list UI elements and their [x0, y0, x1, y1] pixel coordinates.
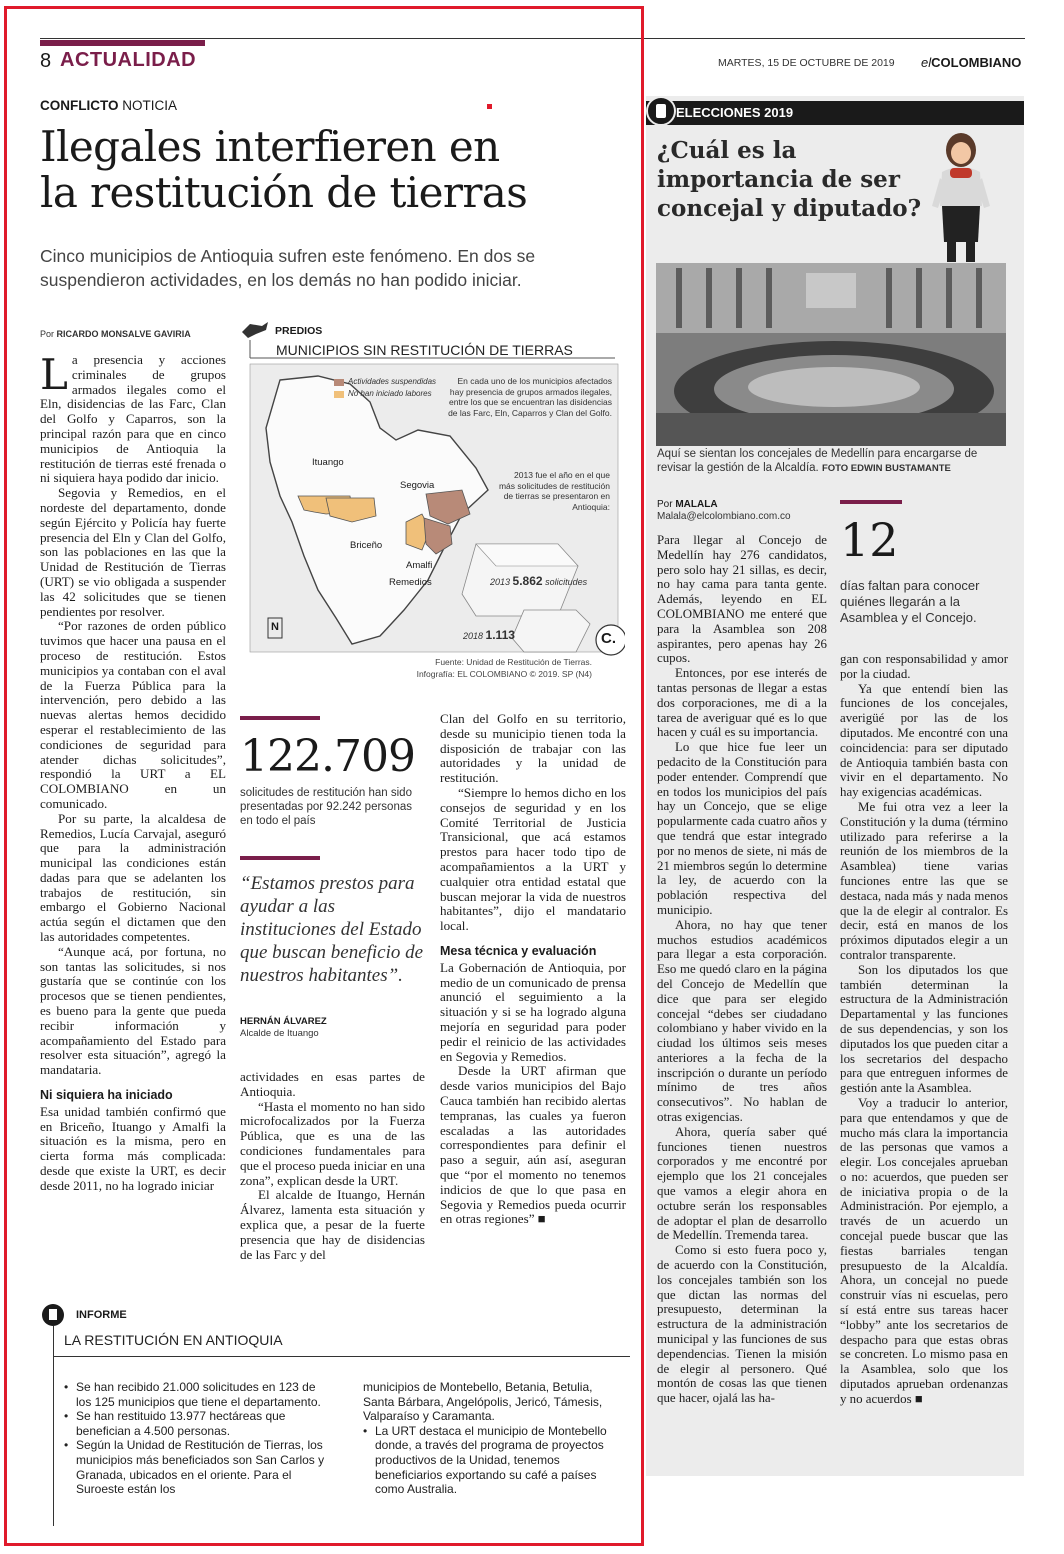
red-marker [487, 104, 492, 109]
informe-list-2: municipios de Montebello, Betania, Betulia, Santa Bárbara, Angelópolis, Jericó, Támesis, Valparaíso y Caramanta. • La URT destaca el municipio de Montebello donde, a través del programa de proyectos productivos de la Unidad, tenemos beneficiarios exportando su café a países como Australia. [363, 1380, 621, 1497]
town-amalfi: Amalfi [406, 560, 433, 571]
byline: Por RICARDO MONSALVE GAVIRIA [40, 329, 191, 339]
stat-rule [240, 716, 320, 720]
sidebar-byline: Por MALALA [657, 499, 718, 510]
sidebar-email: Malala@elcolombiano.com.co [657, 511, 791, 522]
legend-suspended: Actividades suspendidas [348, 377, 437, 386]
bar-2018-label: 2018 1.113 [463, 628, 515, 642]
headline: Ilegales interfieren en la restitución de tierras [40, 122, 528, 217]
north-arrow: N [271, 621, 279, 633]
photo-caption: Aquí se sientan los concejales de Medellín para encargarse de revisar la gestión de la Alcaldía. FOTO EDWIN BUSTAMANTE [657, 448, 978, 474]
stat-text: solicitudes de restitución han sido presentadas por 92.242 personas en todo el país [240, 787, 412, 827]
quote-author: HERNÁN ÁLVAREZ [240, 1016, 327, 1027]
issue-date: MARTES, 15 DE OCTUBRE DE 2019 [718, 57, 895, 69]
infographic-title: MUNICIPIOS SIN RESTITUCIÓN DE TIERRAS [276, 342, 573, 358]
town-segovia: Segovia [400, 480, 435, 491]
informe-box [40, 1300, 630, 1532]
year-note: 2013 fue el año en el que más solicitudes de restitución de tierras se presentaron en Antioquia: [498, 470, 610, 512]
infographic-section: PREDIOS [275, 325, 323, 337]
legend-not-started: No han iniciado labores [348, 389, 432, 398]
informe-title: LA RESTITUCIÓN EN ANTIOQUIA [64, 1332, 283, 1348]
town-ituango: Ituango [312, 457, 344, 468]
subhead-ni-siquiera: Ni siquiera ha iniciado [40, 1088, 173, 1103]
council-photo [656, 263, 1006, 446]
hand-icon [242, 322, 268, 338]
section-title: ACTUALIDAD [60, 49, 197, 71]
days-number: 12 [840, 513, 899, 567]
dropcap: L [40, 350, 68, 399]
bar-2013-label: 2013 5.862 solicitudes [490, 574, 588, 588]
ballot-icon [646, 96, 676, 126]
informe-list-1 [64, 1380, 334, 1497]
pull-quote: “Estamos prestos para ayudar a las instituciones del Estado que buscan beneficio de nuestros habitantes”. [240, 873, 424, 986]
masthead-logo: elCOLOMBIANO [921, 55, 1022, 70]
sidebar-title: ¿Cuál es la importancia de ser concejal y diputado? [657, 137, 922, 222]
informe-label: INFORME [76, 1309, 127, 1321]
sidebar-stat-rule [840, 500, 902, 504]
list-item: • Según la Unidad de Restitución de Tierras, los municipios más beneficiados son San Carlos y Granada, ubicados en el oriente. Para el Suroeste están los [64, 1438, 334, 1496]
informe-rule [53, 1356, 630, 1357]
subhead-mesa-tecnica: Mesa técnica y evaluación [440, 943, 597, 958]
section-accent-bar [40, 40, 205, 46]
days-text: días faltan para conocer quiénes llegarán a la Asamblea y el Concejo. [840, 578, 980, 625]
town-remedios: Remedios [389, 577, 432, 588]
subheadline: Cinco municipios de Antioquia sufren este fenómeno. En dos se suspendieron actividades, en los demás no han podido iniciar. [40, 246, 536, 290]
sidebar-column-2: gan con responsabilidad y amor por la ciudad. Ya que entendí bien las funciones de los concejales, averigüé por las de los diputados. Me encontré con una coincidencia: para ser diputado de Antioquia también basta con vivir en el departamento. No hay exigencias académicas. Me fui otra vez a leer la Constitución y la duma (término utilizado para referirse a la reunión de los miembros de la Asamblea) tiene varias funciones entre las que se destaca, nada más y nada menos que la de elegir al contralor. Es decir, está en manos de los próximos diputados elegir a un contralor transparente. Son los diputados los que también determinan la estructura de la Administración Departamental y las funciones de sus dependencias, y son los diputados los que pueden citar a los secretarios del despacho para que entreguen informes de gestión ante la Asamblea. Voy a traducir lo anterior, para que entendamos y que de mucho más clara la importancia de las personas que vamos a elegir. Los concejales aprueban o no: acuerdos, que pueden ser de iniciativa propia o de la Administración. Por ejemplo, a través de un acuerdo un concejal puede buscar que las fiestas barriales tengan presupuesto de la Alcaldía. Ahora, un concejal no puede construir vías ni escuelas, pero sí está entre sus tareas hacer “lobby” ante los secretarios de despacho para que estas obras se concreten. Lo mismo pasa en la Asamblea, solo que los diputados aprueban ordenanzas y no acuerdos ■ [840, 652, 1008, 1406]
sidebar-tag: ELECCIONES 2019 [676, 105, 794, 120]
infographic-note: En cada uno de los municipios afectados hay presencia de grupos armados ilegales, entre los que se encuentran las disidencias de las Farc, Eln, Caparros y Clan del Golfo. [448, 376, 612, 418]
document-icon [42, 1304, 64, 1326]
quote-role: Alcalde de Ituango [240, 1028, 319, 1039]
sidebar-column-1: Para llegar al Concejo de Medellín hay 276 candidatos, pero solo hay 21 sillas, es decir, no hay cama para tanta gente. Además, leyendo en EL COLOMBIANO me enteré que para la Asamblea son 208 aspirantes, pero apenas hay 26 cupos. Entonces, por ese interés de tantas personas de llegar a estas dos corporaciones, me di a la tarea de averiguar qué es lo que hacen y cuál es su importancia. Lo que hice fue leer un pedacito de la Constitución para poder entender. Comprendí que en todos los municipios del país hay un Concejo, que se elige popularmente cada cuatro años y que tendrá que estar integrado por no menos de siete, ni más de 21 miembros según lo determine la ley, de acuerdo con la población respectiva del municipio. Ahora, no hay que tener muchos estudios académicos para llegar a esta corporación. Eso me quedó claro en la página del Concejo de Medellín que dice que para ser elegido concejal “debes ser ciudadano colombiano y haber vivido en la ciudad los últimos seis meses anteriores a la fecha de la inscripción o durante un período mínimo de tres años consecutivos”. No hablan de otras exigencias. Ahora, quería saber qué funciones tienen nuestros corporados y me encontré por ejemplo que los 21 concejales que vamos a elegir ahora en octubre serán los responsables de adoptar el plan de desarrollo de Medellín. Tremenda tarea. Como si esto fuera poco y, de acuerdo con la Constitución, los concejales también son los que dictan las normas del presupuesto, determinan la estructura de la administración municipal y las funciones de sus dependencias. Tienen la misión de elegir al personero. Qué montón de cosas las que tienen que hacer, ojalá las ha- [657, 533, 827, 1406]
article-column-2: actividades en esas partes de Antioquia. “Hasta el momento no han sido microfocalizados por la Fuerza Pública, que es una de las condiciones fundamentales para que el proceso pueda iniciar en una zona”, explican desde la URT. El alcalde de Ituango, Hernán Álvarez, lamenta esta situación y explica que, a pesar de la fuerte presencia que hay de disidencias de las Farc y del [240, 1069, 425, 1262]
bar-2018 [512, 610, 590, 652]
infographic-map [240, 318, 625, 684]
article-kicker: CONFLICTO NOTICIA [40, 98, 178, 113]
stat-number: 122.709 [240, 731, 415, 782]
logo-c-icon: C. [601, 630, 616, 647]
infographic-source: Fuente: Unidad de Restitución de Tierras. [435, 657, 592, 667]
list-item: • Se han recibido 21.000 solicitudes en 123 de los 125 municipios que tiene el departamento. [64, 1380, 334, 1409]
infographic-credit: Infografía: EL COLOMBIANO © 2019. SP (N4) [416, 669, 592, 679]
page-number: 8 [40, 50, 52, 72]
list-item: • Se han restituido 13.977 hectáreas que benefician a 4.500 personas. [64, 1409, 334, 1438]
header-rule [40, 38, 1025, 39]
quote-rule [240, 856, 320, 860]
town-briceno: Briceño [350, 540, 383, 551]
article-column-3: Clan del Golfo en su territorio, desde su municipio tienen toda la disposición de trabajar con las autoridades y la unidad de restitución. “Siempre lo hemos dicho en los consejos de seguridad y en los Comité Territorial de Justicia Transicional, que acá estamos prestos para hacer todo tipo de acompañamientos a la URT y cualquier otra entidad estatal que buscan mejorar la vida de nuestros habitantes”, dijo el mandatario local. Mesa técnica y evaluación La Gobernación de Antioquia, por medio de un comunicado de prensa anunció el seguimiento a la situación y si se ha logrado alguna mejoría en seguridad para poder pedir el reinicio de las actividades en Segovia y Remedios. Desde la URT afirman que desde varios municipios del Bajo Cauca también han recibido alertas tempranas, las cuales ya fueron escaladas a las autoridades correspondientes para definir el paso a seguir, aún así, aseguran que “por el momento no tenemos indicios de que lo que pasa en Segovia y Remedios pueda ocurrir en otras regiones” ■ [440, 711, 626, 1227]
article-column-1: La presencia y acciones criminales de grupos armados ilegales como el Eln, disidencias de las Farc, Clan del Golfo y Caparros, son la principal razón para que en cinco municipios de Antioquia la restitución de tierras esté frenada o ni siquiera haya podido dar inicio. Segovia y Remedios, en el nordeste del departamento, donde según Ejército y Policía hay fuerte presencia del Eln y Clan del Golfo, son las poblaciones en las que la Unidad de Restitución de Tierras (URT) se vio obligada a suspender las 42 solicitudes que se tienen pendientes por resolver. “Por razones de orden público tuvimos que hacer una pausa en el proceso de restitución. Estos municipios ya contaban con el aval de la Fuerza Pública para la intervención, pero debido a las nuevas alertas hemos decidido esperar el restablecimiento de las condiciones de seguridad para atender dichas solicitudes”, respondió la URT a EL COLOMBIANO en un comunicado. Por su parte, la alcaldesa de Remedios, Lucía Carvajal, aseguró que para la administración municipal las condiciones están dadas para que se adelanten los trabajos de restitución, sin embargo el Gobierno Nacional actúa según el dictamen que den las autoridades competentes. “Aunque acá, por fortuna, no son tantas las solicitudes, si nos gustaría que se continúe con los procesos que se tienen pendientes, es bueno para la gente que pueda recibir información y acompañamiento del Estado para resolver esta situación”, agregó la mandataria. Ni siquiera ha iniciado Esa unidad también confirmó que en Briceño, Ituango y Amalfi la situación es la misma, pero en cierta forma más complicada: desde que existe la URT, es decir desde 2011, no ha logrado iniciar [40, 350, 226, 1193]
list-item: • La URT destaca el municipio de Montebello donde, a través del programa de proyectos productivos de la Unidad, tenemos beneficiarios exportando su café a países como Australia. [363, 1424, 621, 1497]
malala-illustration [928, 128, 994, 266]
